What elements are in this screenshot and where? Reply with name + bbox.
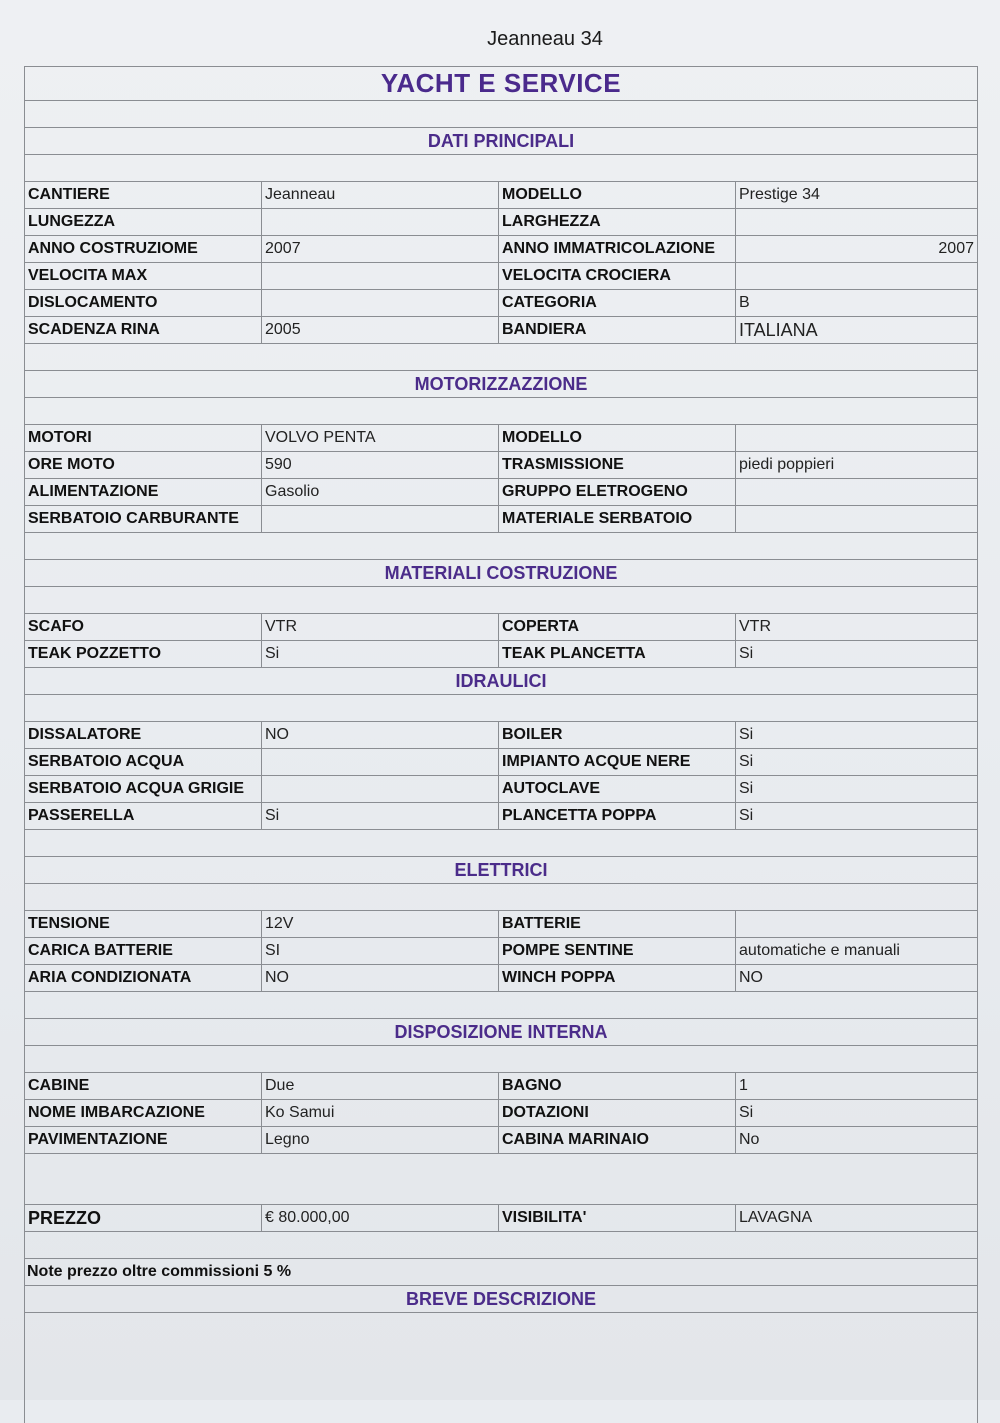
field-value [735, 425, 975, 451]
field-value: 1 [735, 1073, 975, 1099]
field-label: CANTIERE [28, 186, 110, 203]
field-value: Due [261, 1073, 498, 1099]
field-value [735, 263, 975, 289]
field-value: Ko Samui [261, 1100, 498, 1126]
field-label: CATEGORIA [498, 290, 735, 316]
field-label: DISLOCAMENTO [28, 294, 158, 311]
materiali-costruzione-heading: MATERIALI COSTRUZIONE [384, 562, 618, 583]
field-label: TENSIONE [28, 915, 110, 932]
field-value [261, 749, 498, 775]
blank-row [25, 155, 977, 182]
blank-row [25, 587, 977, 614]
field-label: MODELLO [498, 182, 735, 208]
field-value: 2007 [735, 236, 975, 262]
table-row [25, 263, 977, 290]
field-value: Jeanneau [261, 182, 498, 208]
field-label: NOME IMBARCAZIONE [28, 1104, 205, 1121]
field-label: BOILER [498, 722, 735, 748]
field-value: NO [735, 965, 975, 991]
field-value: Si [735, 722, 975, 748]
title-row [25, 67, 977, 101]
table-row [25, 614, 977, 641]
field-label: ALIMENTAZIONE [28, 483, 159, 500]
note-row [25, 1259, 977, 1286]
visibility-label: VISIBILITA' [498, 1205, 735, 1231]
table-row [25, 1073, 977, 1100]
field-label: MATERIALE SERBATOIO [498, 506, 735, 532]
table-row [25, 938, 977, 965]
field-label: CABINA MARINAIO [498, 1127, 735, 1153]
price-value: € 80.000,00 [261, 1205, 498, 1231]
blank-row [25, 1154, 977, 1205]
field-label: SERBATOIO ACQUA [28, 753, 185, 770]
field-value [261, 209, 498, 235]
field-label: GRUPPO ELETROGENO [498, 479, 735, 505]
price-label: PREZZO [28, 1207, 102, 1228]
field-value: Legno [261, 1127, 498, 1153]
field-value [735, 479, 975, 505]
field-value: B [735, 290, 975, 316]
field-label: MOTORI [28, 429, 92, 446]
field-value [261, 290, 498, 316]
field-value [735, 911, 975, 937]
field-label: SERBATOIO CARBURANTE [28, 510, 239, 527]
table-row [25, 290, 977, 317]
field-value: 2007 [261, 236, 498, 262]
field-value: No [735, 1127, 975, 1153]
field-label: DOTAZIONI [498, 1100, 735, 1126]
field-label: SCAFO [28, 618, 84, 635]
document-title: YACHT E SERVICE [380, 68, 622, 98]
field-label: COPERTA [498, 614, 735, 640]
blank-row [25, 884, 977, 911]
table-row [25, 236, 977, 263]
field-label: PAVIMENTAZIONE [28, 1131, 168, 1148]
table-row [25, 776, 977, 803]
table-row [25, 722, 977, 749]
table-row [25, 425, 977, 452]
table-row [25, 182, 977, 209]
field-label: TRASMISSIONE [498, 452, 735, 478]
field-value: NO [261, 965, 498, 991]
field-label: WINCH POPPA [498, 965, 735, 991]
field-label: ORE MOTO [28, 456, 115, 473]
field-value [261, 776, 498, 802]
table-row [25, 1100, 977, 1127]
disposizione-interna-heading: DISPOSIZIONE INTERNA [394, 1021, 608, 1042]
materiali-costruzione-heading-row [25, 560, 977, 587]
blank-row [25, 101, 977, 128]
elettrici-heading: ELETTRICI [454, 859, 548, 880]
breve-descrizione-heading-row [25, 1286, 977, 1313]
field-value: VOLVO PENTA [261, 425, 498, 451]
blank-row [25, 533, 977, 560]
field-label: TEAK POZZETTO [28, 645, 162, 662]
idraulici-heading-row [25, 668, 977, 695]
visibility-value: LAVAGNA [735, 1205, 975, 1231]
table-row [25, 452, 977, 479]
field-label: IMPIANTO ACQUE NERE [498, 749, 735, 775]
table-row [25, 803, 977, 830]
field-label: AUTOCLAVE [498, 776, 735, 802]
table-row [25, 506, 977, 533]
field-value [261, 506, 498, 532]
table-row [25, 479, 977, 506]
field-label: PLANCETTA POPPA [498, 803, 735, 829]
description-area [25, 1313, 977, 1423]
elettrici-heading-row [25, 857, 977, 884]
blank-row [25, 1232, 977, 1259]
field-value: Si [261, 641, 498, 667]
field-value: Si [735, 803, 975, 829]
field-label: TEAK PLANCETTA [498, 641, 735, 667]
blank-row [25, 344, 977, 371]
field-label: VELOCITA CROCIERA [498, 263, 735, 289]
blank-row [25, 830, 977, 857]
field-value: automatiche e manuali [735, 938, 975, 964]
blank-row [25, 992, 977, 1019]
field-value: SI [261, 938, 498, 964]
idraulici-heading: IDRAULICI [455, 670, 547, 691]
field-value: Si [261, 803, 498, 829]
field-value: Si [735, 776, 975, 802]
table-row [25, 1127, 977, 1154]
blank-row [25, 695, 977, 722]
field-label: BATTERIE [498, 911, 735, 937]
field-value: Si [735, 641, 975, 667]
field-label: CABINE [28, 1077, 90, 1094]
field-label: LUNGEZZA [28, 213, 116, 230]
specs-table [24, 66, 978, 1423]
field-value: NO [261, 722, 498, 748]
field-label: ANNO IMMATRICOLAZIONE [498, 236, 735, 262]
field-value: Prestige 34 [735, 182, 975, 208]
price-note: Note prezzo oltre commissioni 5 % [27, 1263, 292, 1280]
field-label: ANNO COSTRUZIOME [28, 240, 198, 257]
field-value [735, 209, 975, 235]
field-value: Si [735, 749, 975, 775]
motorizzazione-heading: MOTORIZZAZZIONE [414, 373, 588, 394]
table-row [25, 911, 977, 938]
dati-principali-heading-row [25, 128, 977, 155]
breve-descrizione-heading: BREVE DESCRIZIONE [405, 1288, 597, 1309]
field-label: BAGNO [498, 1073, 735, 1099]
field-label: MODELLO [498, 425, 735, 451]
motorizzazione-heading-row [25, 371, 977, 398]
price-row [25, 1205, 977, 1232]
field-value: 590 [261, 452, 498, 478]
blank-row [25, 398, 977, 425]
field-label: ARIA CONDIZIONATA [28, 969, 192, 986]
field-label: VELOCITA MAX [28, 267, 148, 284]
field-value: VTR [261, 614, 498, 640]
field-label: PASSERELLA [28, 807, 135, 824]
field-label: POMPE SENTINE [498, 938, 735, 964]
field-value: 12V [261, 911, 498, 937]
field-label: SERBATOIO ACQUA GRIGIE [28, 780, 245, 797]
field-value: ITALIANA [735, 317, 975, 343]
table-row [25, 641, 977, 668]
dati-principali-heading: DATI PRINCIPALI [427, 130, 575, 151]
table-row [25, 749, 977, 776]
table-row [25, 965, 977, 992]
field-value: VTR [735, 614, 975, 640]
field-value [261, 263, 498, 289]
field-value: piedi poppieri [735, 452, 975, 478]
field-label: DISSALATORE [28, 726, 142, 743]
field-label: LARGHEZZA [498, 209, 735, 235]
field-value: Si [735, 1100, 975, 1126]
field-value [735, 506, 975, 532]
table-row [25, 209, 977, 236]
field-label: CARICA BATTERIE [28, 942, 173, 959]
table-row [25, 317, 977, 344]
field-label: BANDIERA [498, 317, 735, 343]
disposizione-interna-heading-row [25, 1019, 977, 1046]
document-header: Jeanneau 34 [487, 28, 603, 50]
field-value: 2005 [261, 317, 498, 343]
field-label: SCADENZA RINA [28, 321, 160, 338]
blank-row [25, 1046, 977, 1073]
field-value: Gasolio [261, 479, 498, 505]
